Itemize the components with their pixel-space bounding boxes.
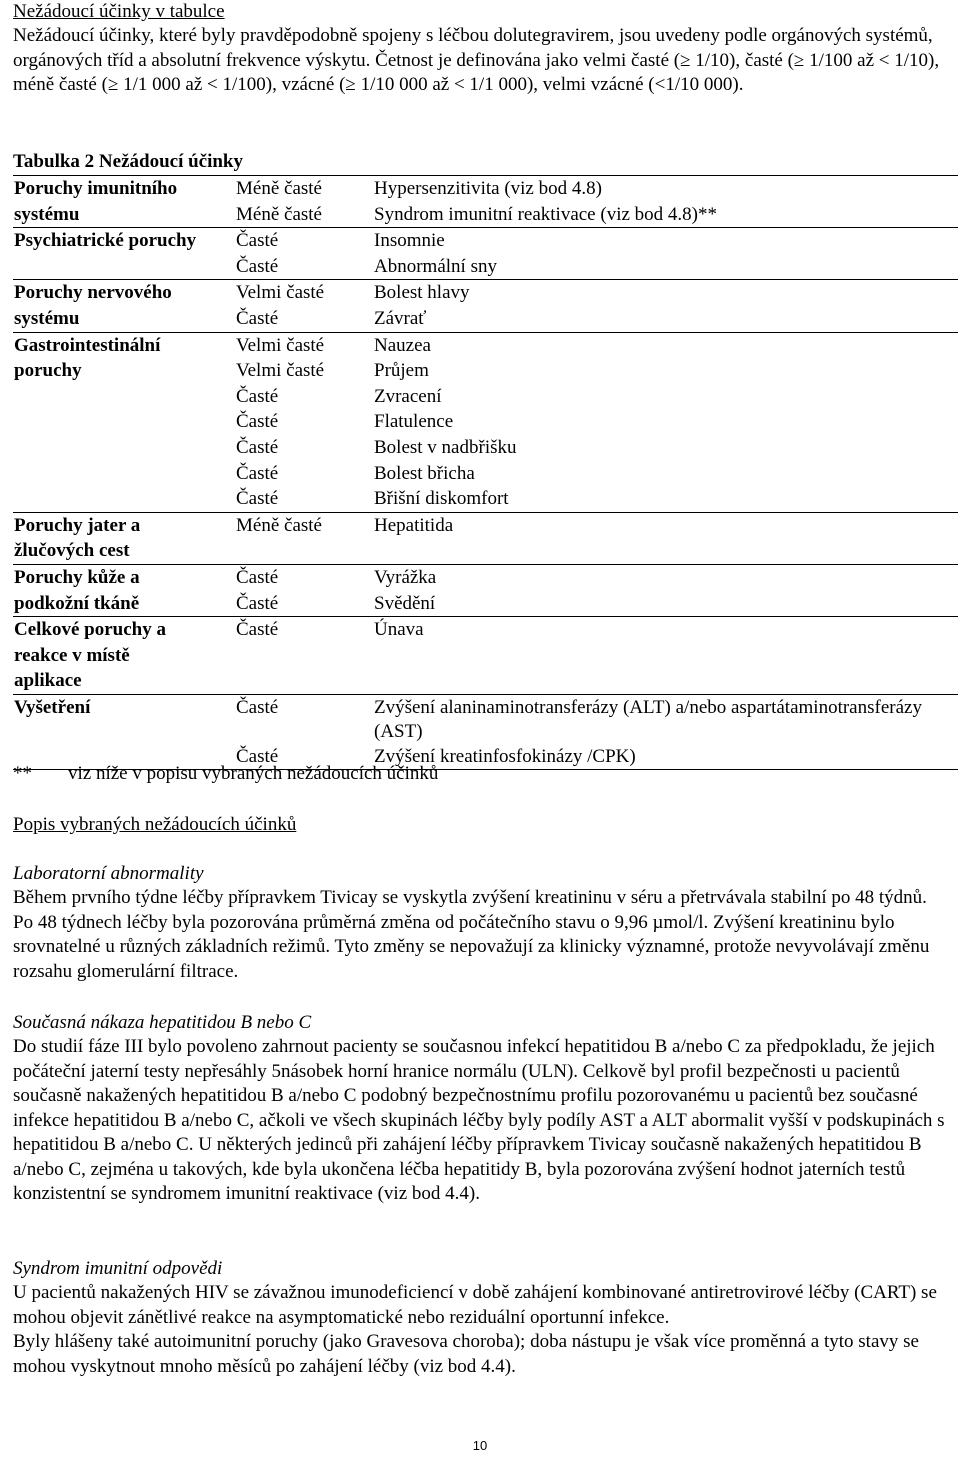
lab-section xyxy=(13,862,948,984)
imm-section xyxy=(13,1257,948,1379)
hep-heading: Současná nákaza hepatitidou B nebo C xyxy=(13,1012,312,1033)
footnote-text: viz níže v popisu vybraných nežádoucích účinků xyxy=(68,763,439,784)
frequency-cell: Méně časté xyxy=(236,203,322,225)
effect-cell: Bolest břicha xyxy=(374,462,475,484)
table-row xyxy=(236,358,958,384)
table-row xyxy=(236,254,958,280)
organ-class-line: Poruchy jater a xyxy=(14,514,141,536)
table-row xyxy=(236,513,958,539)
organ-class-line: žlučových cest xyxy=(14,540,130,562)
table-row xyxy=(236,591,958,617)
table-row xyxy=(236,695,958,744)
imm-text-2: Byly hlášeny také autoimunitní poruchy (jako Gravesova choroba); doba nástupu je však více proměnná a tyto stavy se mohou vyskytnout mnoho měsíců po zahájení léčby (viz bod 4.4). xyxy=(13,1331,919,1377)
frequency-cell: Časté xyxy=(236,619,279,641)
frequency-cell: Časté xyxy=(236,462,279,484)
table-row xyxy=(236,617,958,643)
effect-cell: Zvracení xyxy=(374,385,442,407)
table-row xyxy=(236,306,958,332)
organ-class-line: Vyšetření xyxy=(14,696,91,718)
effect-cell: Bolest hlavy xyxy=(374,282,470,304)
frequency-cell: Velmi časté xyxy=(236,334,325,356)
effect-cell: Závrať xyxy=(374,307,427,329)
frequency-cell: Časté xyxy=(236,592,279,614)
effect-cell: Nauzea xyxy=(374,334,431,356)
table-row xyxy=(236,280,958,306)
organ-class-cell xyxy=(13,565,236,616)
organ-class-cell xyxy=(13,228,236,279)
effect-cell: Únava xyxy=(374,619,424,641)
frequency-cell: Časté xyxy=(236,307,279,329)
table-row xyxy=(236,333,958,359)
effect-cell: Insomnie xyxy=(374,230,445,252)
organ-class-line: Poruchy imunitního xyxy=(14,178,178,199)
organ-class-line: Celkové poruchy a xyxy=(14,619,166,641)
popis-section xyxy=(13,813,948,837)
effect-cell: Svědění xyxy=(374,592,436,614)
frequency-cell: Velmi časté xyxy=(236,360,325,382)
frequency-cell: Časté xyxy=(236,436,279,458)
frequency-cell: Méně časté xyxy=(236,514,322,536)
table-group xyxy=(13,616,958,694)
hep-text: Do studií fáze III bylo povoleno zahrnout pacienty se současnou infekcí hepatitidou B a/nebo C za předpokladu, že jejich počáteční jaterní testy nepřesáhly 5násobek horní hranice normálu (ULN). Celkově byl profil bezpečnosti u pacientů současně nakažených hepatitidou B a/nebo C podobný bezpečnostnímu profilu pozorovanému u pacientů bez současné infekce hepatitidou B a/nebo C, ačkoli ve všech skupinách léčby byly podíly AST a ALT abormalit vyšší v podskupinách s hepatitidou B a/nebo C. U některých jedinců při zahájení léčby přípravkem Tivicay současně nakažených hepatitidou B a/nebo C, zejména u takových, kde byla ukončena léčba hepatitidy B, byla pozorována zvýšení hodnot jaterních testů konzistentní se syndromem imunitní reaktivace (viz bod 4.4). xyxy=(13,1036,945,1204)
frequency-cell: Velmi časté xyxy=(236,282,325,304)
frequency-cell: Časté xyxy=(236,385,279,407)
organ-class-line: systému xyxy=(14,307,80,329)
effect-cell: Flatulence xyxy=(374,411,454,433)
table-group xyxy=(13,176,958,227)
table-group xyxy=(13,564,958,616)
organ-class-line: Psychiatrické poruchy xyxy=(14,230,197,252)
frequency-cell: Časté xyxy=(236,230,279,252)
frequency-cell: Časté xyxy=(236,255,279,277)
table-footnote xyxy=(13,762,438,786)
organ-class-cell xyxy=(13,695,236,770)
table-row xyxy=(236,176,958,202)
footnote-mark: ** xyxy=(13,763,32,784)
intro-heading: Nežádoucí účinky v tabulce xyxy=(13,1,225,22)
frequency-cell: Časté xyxy=(236,488,279,510)
effect-cell: Hypersenzitivita (viz bod 4.8) xyxy=(374,178,602,199)
adverse-effects-table xyxy=(13,175,958,770)
organ-class-cell xyxy=(13,280,236,331)
table-group xyxy=(13,227,958,279)
hep-section xyxy=(13,1011,948,1207)
table-row xyxy=(236,202,958,228)
effect-cell: Vyrážka xyxy=(374,566,437,588)
effect-cell: Bolest v nadbřišku xyxy=(374,436,517,458)
page-number: 10 xyxy=(472,1438,488,1453)
organ-class-line: systému xyxy=(14,203,80,225)
organ-class-line: poruchy xyxy=(14,360,82,382)
table-group xyxy=(13,694,958,770)
organ-class-cell xyxy=(13,617,236,694)
effect-cell: Zvýšení alaninaminotransferázy (ALT) a/nebo aspartátaminotransferázy (AST) xyxy=(374,696,922,742)
table-row xyxy=(236,384,958,410)
table-row xyxy=(236,486,958,512)
frequency-cell: Časté xyxy=(236,411,279,433)
table-group xyxy=(13,279,958,331)
imm-text-1: U pacientů nakažených HIV se závažnou imunodeficiencí v době zahájení kombinované antiretrovirové léčby (CART) se mohou objevit zánětlivé reakce na asymptomatické nebo reziduální oportunní infekce. xyxy=(13,1282,937,1328)
imm-heading: Syndrom imunitní odpovědi xyxy=(13,1258,223,1279)
organ-class-line: aplikace xyxy=(14,670,82,692)
table-row xyxy=(236,461,958,487)
effect-cell: Hepatitida xyxy=(374,514,454,536)
intro-text: Nežádoucí účinky, které byly pravděpodobně spojeny s léčbou dolutegravirem, jsou uvedeny podle orgánových systémů, orgánových tříd a absolutní frekvence výskytu. Četnost je definována jako velmi časté (≥ 1/10), časté (≥ 1/100 až < 1/10), méně časté (≥ 1/1 000 až < 1/100), vzácné (≥ 1/10 000 až < 1/1 000), velmi vzácné (<1/10 000). xyxy=(13,25,940,95)
table-row xyxy=(236,435,958,461)
organ-class-cell xyxy=(13,176,236,227)
effect-cell: Abnormální sny xyxy=(374,255,497,277)
organ-class-cell xyxy=(13,333,236,512)
intro-section xyxy=(13,0,948,98)
organ-class-line: Poruchy nervového xyxy=(14,282,172,304)
effect-cell: Syndrom imunitní reaktivace (viz bod 4.8)** xyxy=(374,203,717,225)
popis-heading: Popis vybraných nežádoucích účinků xyxy=(13,814,297,835)
effect-cell: Průjem xyxy=(374,360,429,382)
organ-class-line: podkožní tkáně xyxy=(14,592,140,614)
frequency-cell: Časté xyxy=(236,745,279,767)
table-group xyxy=(13,512,958,564)
frequency-cell: Časté xyxy=(236,566,279,588)
organ-class-cell xyxy=(13,513,236,564)
organ-class-line: Gastrointestinální xyxy=(14,334,161,356)
organ-class-line: reakce v místě xyxy=(14,644,130,666)
table-title: Tabulka 2 Nežádoucí účinky xyxy=(13,151,244,172)
lab-heading: Laboratorní abnormality xyxy=(13,863,204,884)
organ-class-line: Poruchy kůže a xyxy=(14,566,140,588)
table-row xyxy=(236,565,958,591)
table-group xyxy=(13,332,958,512)
effect-cell: Zvýšení kreatinfosfokinázy /CPK) xyxy=(374,745,636,767)
effect-cell: Břišní diskomfort xyxy=(374,488,509,510)
frequency-cell: Méně časté xyxy=(236,178,322,199)
table-row xyxy=(236,228,958,254)
lab-text: Během prvního týdne léčby přípravkem Tivicay se vyskytla zvýšení kreatininu v séru a přetrvávala stabilní po 48 týdnů. Po 48 týdnech léčby byla pozorována průměrná změna od počátečního stavu o 9,96 µmol/l. Zvýšení kreatininu bylo srovnatelné u různých základních režimů. Tyto změny se nepovažují za klinicky významné, protože nevyvolávají změnu rozsahu glomerulární filtrace. xyxy=(13,887,930,982)
frequency-cell: Časté xyxy=(236,696,279,718)
table-row xyxy=(236,409,958,435)
